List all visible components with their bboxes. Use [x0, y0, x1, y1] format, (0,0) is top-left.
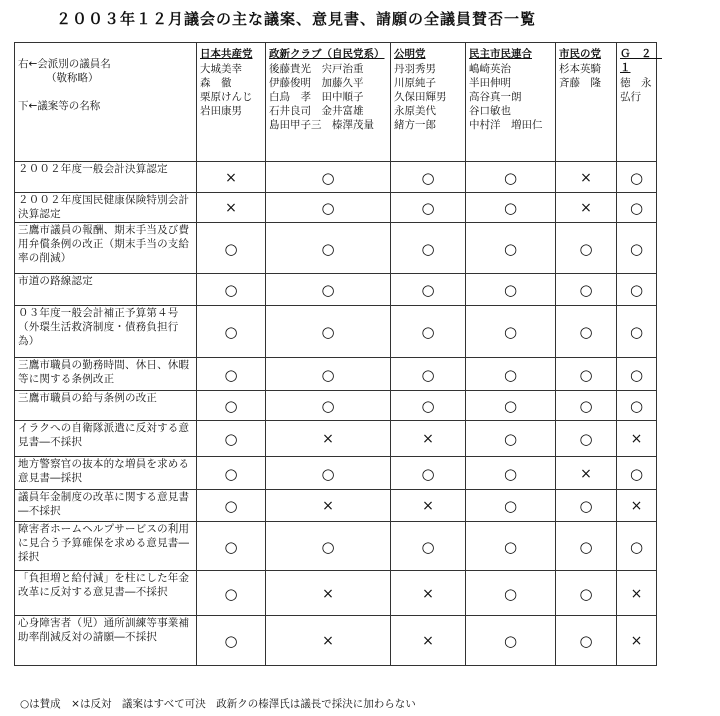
- vote-for-mark: ○: [579, 397, 593, 415]
- vote-for-mark: ○: [321, 169, 335, 187]
- vote-cell: [556, 358, 617, 391]
- item-label-cell: [15, 571, 197, 616]
- item-label: ０３年度一般会計補正予算第４号（外環生活救済制度・債務負担行為）: [18, 307, 179, 347]
- vote-for-mark: ○: [503, 397, 518, 415]
- vote-cell: [391, 162, 466, 193]
- vote-cell: [197, 490, 266, 522]
- vote-against-mark: ×: [630, 431, 643, 447]
- vote-cell: [556, 522, 617, 571]
- vote-for-mark: ○: [224, 585, 238, 603]
- vote-cell: [197, 274, 266, 306]
- vote-for-mark: ○: [579, 281, 593, 299]
- vote-cell: [266, 457, 391, 490]
- vote-for-mark: ○: [579, 430, 593, 448]
- faction-cell: [391, 43, 466, 162]
- corner-line-honorific: （敬称略）: [46, 72, 99, 84]
- vote-for-mark: ○: [503, 497, 518, 515]
- vote-table-body: [15, 43, 662, 666]
- vote-against-mark: ×: [322, 633, 334, 649]
- item-row: [15, 616, 657, 666]
- member-name: 川原純子: [394, 77, 436, 89]
- vote-against-mark: ×: [225, 200, 237, 216]
- vote-for-mark: ○: [579, 366, 593, 384]
- vote-for-mark: ○: [224, 430, 238, 448]
- item-label-cell: [15, 274, 197, 306]
- vote-against-mark: ×: [630, 498, 643, 514]
- vote-cell: [391, 223, 466, 274]
- vote-for-mark: ○: [224, 538, 238, 556]
- vote-for-mark: ○: [629, 366, 644, 384]
- member-name: 栗原けんじ: [200, 91, 253, 103]
- faction-name: 公明党: [394, 48, 426, 60]
- member-name: 杉本英騎: [559, 63, 601, 75]
- faction-header-row: [15, 43, 657, 162]
- item-label-cell: [15, 223, 197, 274]
- vote-against-mark: ×: [630, 633, 643, 649]
- vote-cell: [556, 457, 617, 490]
- member-name: 森 徹: [200, 77, 232, 89]
- footnote: ○は賛成 ×は反対 議案はすべて可決 政新クの榛澤氏は議長で採決に加わらない: [20, 698, 416, 710]
- vote-cell: [556, 616, 617, 666]
- faction-name: 民主市民連合: [469, 48, 532, 60]
- vote-cell: [266, 421, 391, 457]
- vote-cell: [617, 571, 657, 616]
- vote-cell: [391, 391, 466, 421]
- item-label: 三鷹市議員の報酬、期末手当及び費用弁償条例の改正（期末手当の支給率の削減）: [18, 224, 190, 264]
- item-label-cell: [15, 193, 197, 223]
- vote-cell: [266, 306, 391, 358]
- vote-cell: [466, 490, 556, 522]
- vote-against-mark: ×: [422, 431, 434, 447]
- corner-line-items: 下←議案等の名称: [18, 100, 101, 112]
- vote-for-mark: ○: [224, 465, 238, 483]
- vote-cell: [266, 162, 391, 193]
- vote-against-mark: ×: [580, 200, 592, 216]
- vote-for-mark: ○: [503, 323, 518, 341]
- item-label-cell: [15, 391, 197, 421]
- member-name: 石井良司 金井富雄: [269, 105, 364, 117]
- member-name: 半田伸明: [469, 77, 511, 89]
- vote-against-mark: ×: [322, 431, 334, 447]
- vote-against-mark: ×: [322, 498, 334, 514]
- vote-cell: [617, 193, 657, 223]
- vote-for-mark: ○: [503, 632, 518, 650]
- vote-cell: [617, 223, 657, 274]
- item-label-cell: [15, 616, 197, 666]
- item-label: 三鷹市職員の勤務時間、休日、休暇等に関する条例改正: [18, 359, 190, 385]
- item-label: 「負担増と給付減」を柱にした年金改革に反対する意見書―不採択: [18, 572, 190, 598]
- faction-name: Ｇ ２ １: [620, 48, 662, 74]
- vote-cell: [266, 522, 391, 571]
- item-label-cell: [15, 457, 197, 490]
- vote-for-mark: ○: [421, 397, 435, 415]
- vote-for-mark: ○: [421, 323, 435, 341]
- vote-against-mark: ×: [580, 466, 592, 482]
- vote-for-mark: ○: [421, 366, 435, 384]
- vote-for-mark: ○: [629, 169, 644, 187]
- vote-cell: [197, 358, 266, 391]
- member-name: 島田甲子三 榛澤茂量: [269, 119, 374, 131]
- item-label: ２００２年度一般会計決算認定: [18, 163, 168, 175]
- item-row: [15, 223, 657, 274]
- member-name: 久保田輝男: [394, 91, 447, 103]
- member-name: 徳 永: [620, 77, 652, 89]
- vote-cell: [466, 421, 556, 457]
- vote-against-mark: ×: [422, 498, 434, 514]
- faction-name: 政新クラブ（自民党系）: [269, 48, 385, 60]
- member-name: 谷口敏也: [469, 105, 511, 117]
- vote-cell: [197, 522, 266, 571]
- vote-cell: [556, 490, 617, 522]
- vote-cell: [617, 358, 657, 391]
- vote-cell: [197, 571, 266, 616]
- vote-for-mark: ○: [421, 281, 435, 299]
- vote-cell: [556, 223, 617, 274]
- vote-cell: [556, 421, 617, 457]
- vote-for-mark: ○: [421, 240, 435, 258]
- vote-cell: [266, 391, 391, 421]
- vote-cell: [197, 162, 266, 193]
- vote-for-mark: ○: [629, 465, 644, 483]
- vote-cell: [266, 358, 391, 391]
- vote-cell: [391, 274, 466, 306]
- vote-cell: [466, 457, 556, 490]
- vote-for-mark: ○: [503, 199, 518, 217]
- item-row: [15, 457, 657, 490]
- vote-cell: [466, 306, 556, 358]
- vote-for-mark: ○: [421, 169, 435, 187]
- item-row: [15, 421, 657, 457]
- vote-for-mark: ○: [421, 199, 435, 217]
- item-row: [15, 522, 657, 571]
- vote-for-mark: ○: [224, 397, 238, 415]
- vote-cell: [617, 306, 657, 358]
- item-label: 三鷹市職員の給与条例の改正: [18, 392, 158, 404]
- member-name: 緒方一郎: [394, 119, 436, 131]
- vote-cell: [197, 616, 266, 666]
- item-label-cell: [15, 358, 197, 391]
- vote-for-mark: ○: [421, 465, 435, 483]
- item-row: [15, 162, 657, 193]
- vote-for-mark: ○: [629, 538, 644, 556]
- vote-against-mark: ×: [225, 170, 237, 186]
- faction-name: 市民の党: [559, 48, 601, 60]
- vote-for-mark: ○: [503, 366, 518, 384]
- vote-for-mark: ○: [503, 430, 518, 448]
- vote-for-mark: ○: [503, 240, 518, 258]
- item-label: イラクへの自衛隊派遣に反対する意見書―不採択: [18, 422, 190, 448]
- vote-cell: [466, 358, 556, 391]
- vote-cell: [617, 490, 657, 522]
- vote-for-mark: ○: [321, 465, 335, 483]
- vote-for-mark: ○: [321, 199, 335, 217]
- vote-cell: [391, 421, 466, 457]
- faction-cell: [466, 43, 556, 162]
- member-name: 斉藤 隆: [559, 77, 601, 89]
- faction-cell: [197, 43, 266, 162]
- vote-for-mark: ○: [503, 465, 518, 483]
- vote-for-mark: ○: [503, 169, 518, 187]
- vote-for-mark: ○: [224, 366, 238, 384]
- item-row: [15, 571, 657, 616]
- vote-cell: [391, 616, 466, 666]
- vote-for-mark: ○: [629, 397, 644, 415]
- item-label-cell: [15, 490, 197, 522]
- item-label: 議員年金制度の改革に関する意見書―不採択: [18, 491, 190, 517]
- vote-cell: [197, 457, 266, 490]
- item-label-cell: [15, 162, 197, 193]
- item-row: [15, 490, 657, 522]
- vote-for-mark: ○: [224, 323, 238, 341]
- member-name: 高谷真一朗: [469, 91, 522, 103]
- faction-cell: [556, 43, 617, 162]
- vote-for-mark: ○: [503, 538, 518, 556]
- vote-cell: [556, 162, 617, 193]
- vote-cell: [617, 522, 657, 571]
- vote-cell: [391, 306, 466, 358]
- vote-cell: [197, 306, 266, 358]
- vote-for-mark: ○: [579, 538, 593, 556]
- item-row: [15, 306, 657, 358]
- vote-for-mark: ○: [224, 281, 238, 299]
- vote-against-mark: ×: [322, 586, 334, 602]
- member-name: 大城美幸: [200, 63, 242, 75]
- vote-for-mark: ○: [629, 199, 644, 217]
- vote-against-mark: ×: [580, 170, 592, 186]
- vote-cell: [556, 306, 617, 358]
- vote-cell: [556, 391, 617, 421]
- vote-cell: [617, 391, 657, 421]
- item-label: 障害者ホームヘルプサービスの利用に見合う予算確保を求める意見書―採択: [18, 523, 190, 563]
- vote-cell: [466, 223, 556, 274]
- vote-cell: [617, 421, 657, 457]
- vote-cell: [197, 223, 266, 274]
- vote-for-mark: ○: [321, 281, 335, 299]
- member-name: 伊藤俊明 加藤久平: [269, 77, 364, 89]
- item-label-cell: [15, 306, 197, 358]
- member-name: 岩田康男: [200, 105, 242, 117]
- vote-for-mark: ○: [421, 538, 435, 556]
- item-row: [15, 193, 657, 223]
- vote-cell: [391, 571, 466, 616]
- item-label-cell: [15, 522, 197, 571]
- item-label: 地方警察官の抜本的な増員を求める意見書―採択: [18, 458, 190, 484]
- vote-table: [14, 42, 662, 666]
- item-row: [15, 391, 657, 421]
- vote-for-mark: ○: [321, 366, 335, 384]
- corner-cell: [15, 43, 197, 162]
- vote-cell: [466, 616, 556, 666]
- vote-cell: [556, 274, 617, 306]
- vote-cell: [391, 193, 466, 223]
- vote-cell: [391, 490, 466, 522]
- vote-cell: [466, 274, 556, 306]
- vote-cell: [466, 571, 556, 616]
- vote-cell: [556, 193, 617, 223]
- vote-cell: [197, 391, 266, 421]
- member-name: 白鳥 孝 田中順子: [269, 91, 364, 103]
- item-label: 市道の路線認定: [18, 275, 93, 287]
- member-name: 嶋崎英治: [469, 63, 511, 75]
- member-name: 永原美代: [394, 105, 436, 117]
- vote-for-mark: ○: [579, 632, 593, 650]
- member-name: 弘行: [620, 91, 641, 103]
- item-label-cell: [15, 421, 197, 457]
- vote-for-mark: ○: [629, 281, 644, 299]
- vote-cell: [391, 358, 466, 391]
- vote-cell: [466, 522, 556, 571]
- vote-against-mark: ×: [422, 586, 434, 602]
- vote-for-mark: ○: [579, 497, 593, 515]
- item-row: [15, 274, 657, 306]
- member-name: 後藤貴光 宍戸治重: [269, 63, 364, 75]
- vote-for-mark: ○: [321, 240, 335, 258]
- vote-for-mark: ○: [321, 538, 335, 556]
- vote-against-mark: ×: [422, 633, 434, 649]
- vote-cell: [266, 616, 391, 666]
- vote-cell: [266, 571, 391, 616]
- vote-cell: [391, 522, 466, 571]
- vote-for-mark: ○: [224, 632, 238, 650]
- member-name: 丹羽秀男: [394, 63, 436, 75]
- vote-cell: [266, 193, 391, 223]
- faction-name: 日本共産党: [200, 48, 253, 60]
- vote-against-mark: ×: [630, 586, 643, 602]
- vote-cell: [617, 274, 657, 306]
- item-label: 心身障害者（児）通所訓練等事業補助率削減反対の請願―不採択: [18, 617, 190, 643]
- faction-cell: [266, 43, 391, 162]
- vote-cell: [391, 457, 466, 490]
- vote-cell: [466, 162, 556, 193]
- vote-for-mark: ○: [503, 585, 518, 603]
- vote-for-mark: ○: [629, 240, 644, 258]
- vote-for-mark: ○: [224, 240, 238, 258]
- vote-cell: [617, 162, 657, 193]
- vote-cell: [266, 223, 391, 274]
- vote-for-mark: ○: [579, 585, 593, 603]
- vote-for-mark: ○: [321, 323, 335, 341]
- vote-cell: [266, 274, 391, 306]
- vote-cell: [466, 391, 556, 421]
- member-name: 中村洋 増田仁: [469, 119, 543, 131]
- vote-for-mark: ○: [503, 281, 518, 299]
- vote-cell: [617, 457, 657, 490]
- vote-cell: [617, 616, 657, 666]
- vote-cell: [266, 490, 391, 522]
- vote-cell: [197, 421, 266, 457]
- vote-for-mark: ○: [579, 323, 593, 341]
- vote-for-mark: ○: [224, 497, 238, 515]
- vote-cell: [556, 571, 617, 616]
- corner-line-members: 右←会派別の議員名: [18, 58, 111, 70]
- vote-for-mark: ○: [629, 323, 644, 341]
- faction-cell: [617, 43, 662, 162]
- vote-cell: [466, 193, 556, 223]
- item-label: ２００２年度国民健康保険特別会計決算認定: [18, 194, 190, 220]
- vote-cell: [197, 193, 266, 223]
- page-title: ２００３年１２月議会の主な議案、意見書、請願の全議員賛否一覧: [56, 10, 537, 28]
- vote-for-mark: ○: [579, 240, 593, 258]
- vote-for-mark: ○: [321, 397, 335, 415]
- item-row: [15, 358, 657, 391]
